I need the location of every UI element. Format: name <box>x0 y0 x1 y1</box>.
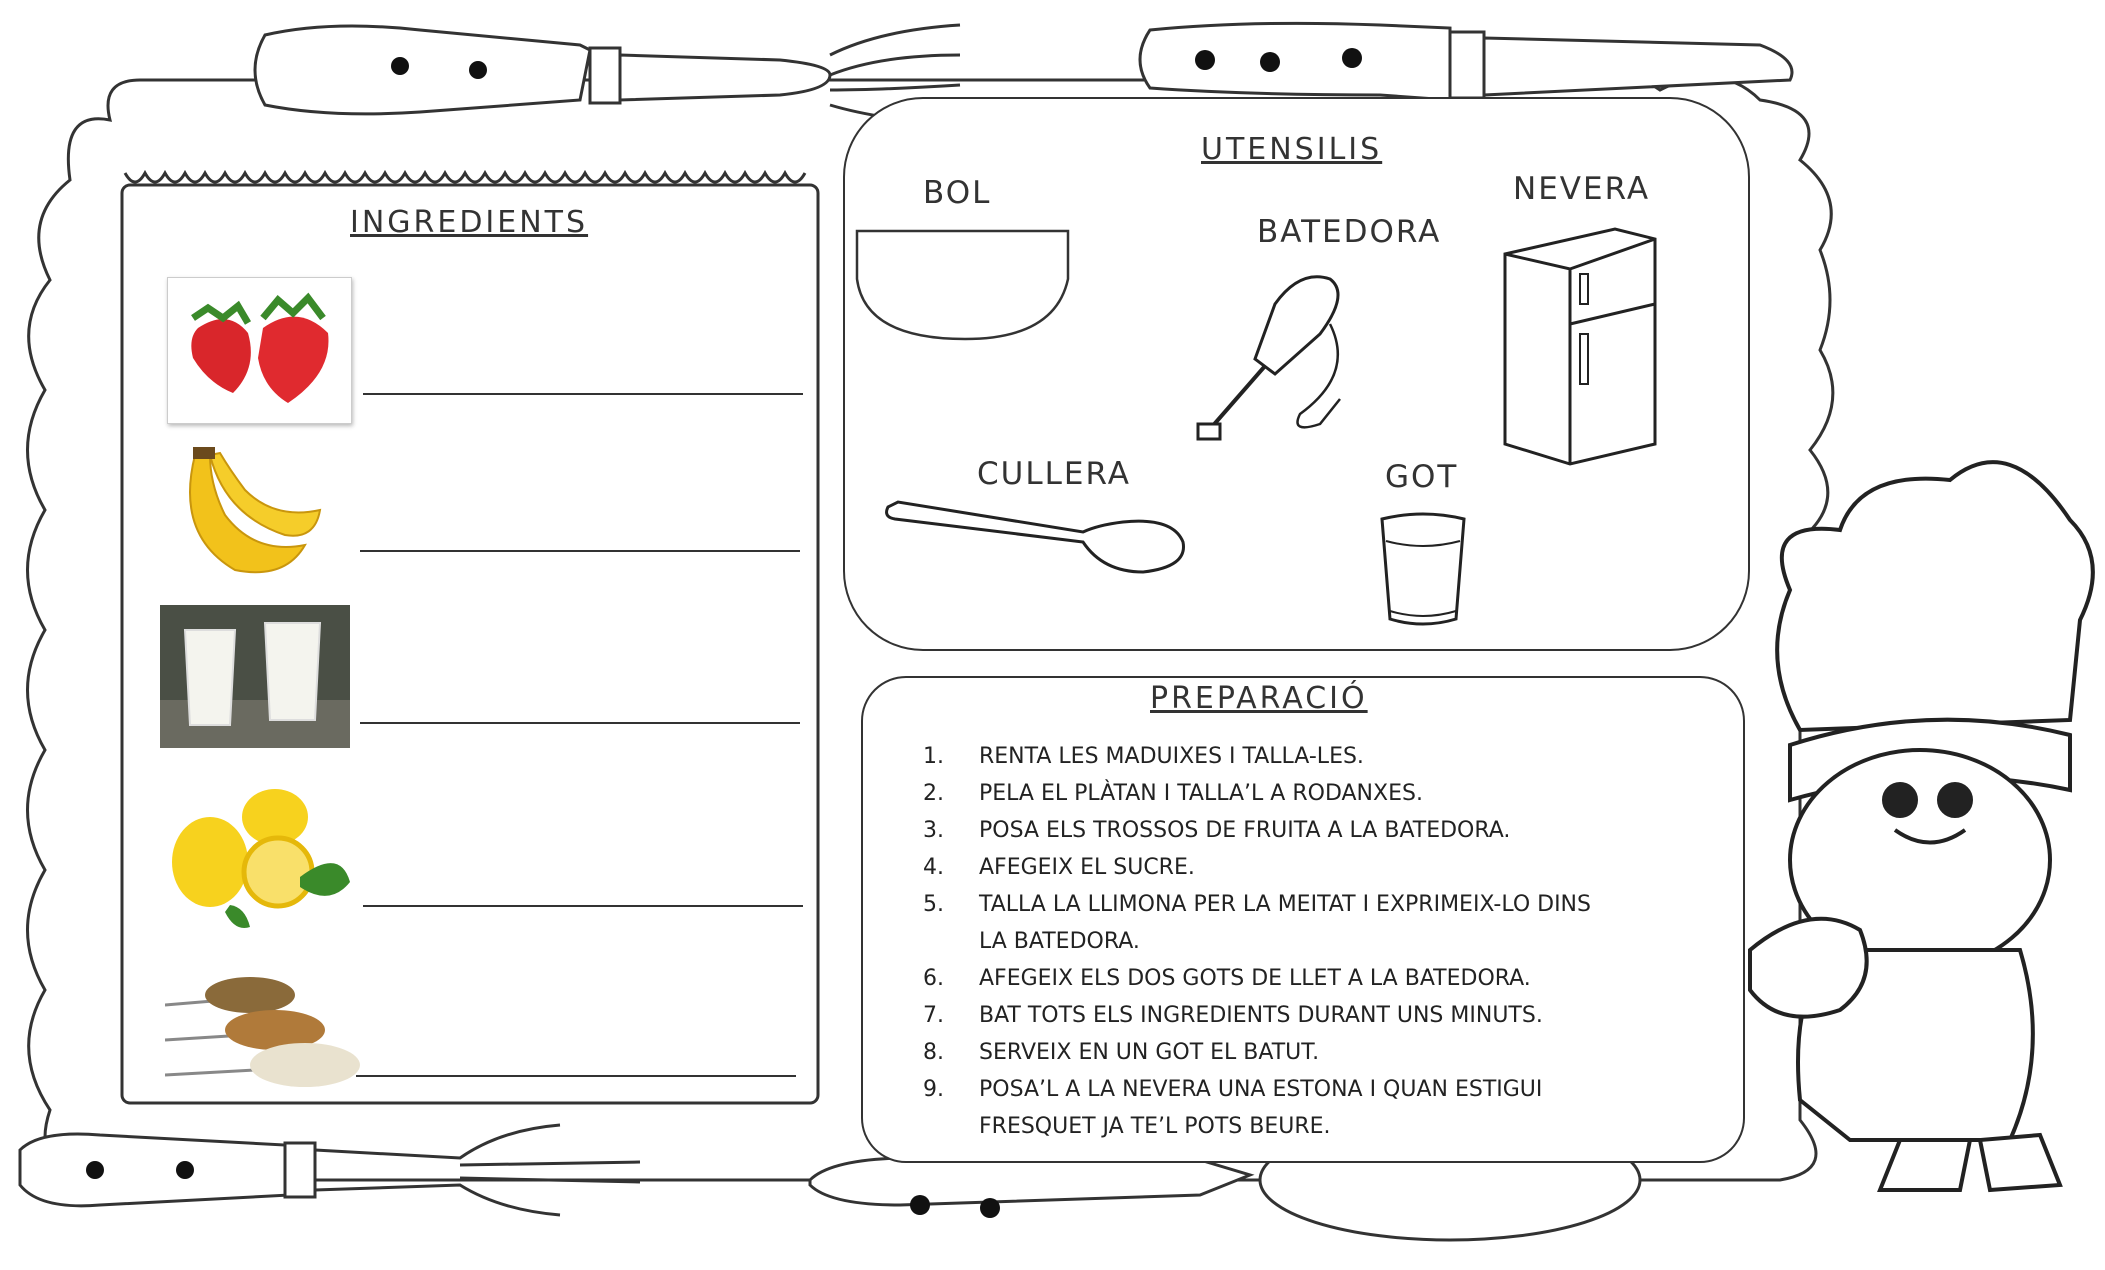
bowl-icon <box>855 229 1075 344</box>
step-item: 8. SERVEIX EN UN GOT EL BATUT. <box>923 1040 1320 1065</box>
sugar-spoons-icon <box>165 960 365 1090</box>
ingredients-panel <box>120 165 820 1105</box>
knife-top-left-icon <box>255 26 830 114</box>
step-item: 7. BAT TOTS ELS INGREDIENTS DURANT UNS MINUTS. <box>923 1003 1543 1028</box>
step-item: 6. AFEGEIX ELS DOS GOTS DE LLET A LA BATEDORA. <box>923 966 1531 991</box>
bowl-label: BOL <box>923 175 992 211</box>
glass-label: GOT <box>1385 459 1459 495</box>
step-item: 5. TALLA LA LLIMONA PER LA MEITAT I EXPRIMEIX-LO DINS LA BATEDORA. <box>923 892 1591 954</box>
knife-top-right-icon <box>1140 23 1792 100</box>
ingredient-answer-line-1 <box>363 393 803 395</box>
blender-icon <box>1190 264 1360 454</box>
bananas-icon <box>175 445 325 585</box>
step-item: 4. AFEGEIX EL SUCRE. <box>923 855 1195 880</box>
step-item: 2. PELA EL PLÀTAN I TALLA’L A RODANXES. <box>923 781 1423 806</box>
preparation-title: PREPARACIÓ <box>1150 681 1368 716</box>
strawberries-icon <box>167 277 352 424</box>
spoon-icon <box>883 497 1193 587</box>
ingredients-title: INGREDIENTS <box>350 205 589 240</box>
ingredient-answer-line-3 <box>360 722 800 724</box>
ingredient-answer-line-5 <box>356 1075 796 1077</box>
preparation-panel <box>861 676 1745 1163</box>
fork-bottom-left-icon <box>20 1125 640 1215</box>
milk-glasses-icon <box>160 605 350 748</box>
ingredient-answer-line-4 <box>363 905 803 907</box>
chef-boy-icon <box>1750 462 2093 1190</box>
fridge-label: NEVERA <box>1513 171 1651 207</box>
fridge-icon <box>1495 219 1665 469</box>
preparation-steps <box>923 738 1683 1145</box>
step-item: 3. POSA ELS TROSSOS DE FRUITA A LA BATEDORA. <box>923 818 1511 843</box>
utensils-title: UTENSILIS <box>1201 132 1383 167</box>
step-item: 1. RENTA LES MADUIXES I TALLA-LES. <box>923 744 1364 769</box>
ingredient-answer-line-2 <box>360 550 800 552</box>
step-item: 9. POSA’L A LA NEVERA UNA ESTONA I QUAN ESTIGUI FRESQUET JA TE’L POTS BEURE. <box>923 1077 1543 1139</box>
spoon-label: CULLERA <box>977 456 1131 492</box>
blender-label: BATEDORA <box>1257 214 1442 250</box>
lemons-icon <box>170 787 360 937</box>
glass-icon <box>1378 511 1468 631</box>
utensils-panel <box>843 97 1750 651</box>
